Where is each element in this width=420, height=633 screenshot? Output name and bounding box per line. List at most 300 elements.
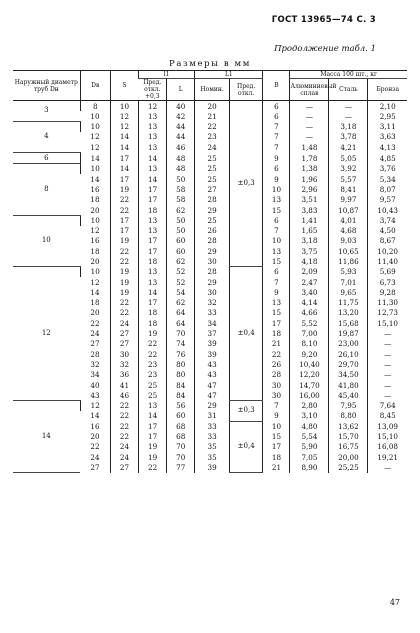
cell-aluminium: 2,09 [290, 267, 329, 277]
cell-dv: 20 [90, 205, 100, 215]
cell-l1: 17 [139, 298, 167, 308]
cell-bronze: 9,57 [368, 195, 407, 205]
cell-b: 9 [263, 152, 290, 163]
cell-s: 22 [110, 256, 138, 266]
table-body [13, 101, 407, 473]
cell-l1: 17 [139, 246, 167, 256]
cell-L1-deviation: ±0,4 [229, 421, 263, 472]
cell-aluminium: 7,05 [290, 452, 329, 462]
cell-l1: 18 [139, 318, 167, 328]
cell-steel: 15,70 [329, 432, 368, 442]
cell-l: 62 [167, 298, 195, 308]
cell-L1: 39 [195, 339, 230, 349]
cell-s: 12 [110, 122, 138, 132]
cell-aluminium: 2,96 [290, 184, 329, 194]
cell-l1: 13 [139, 267, 167, 277]
cell-bronze: 7,64 [368, 401, 407, 411]
cell-steel: 3,78 [329, 132, 368, 142]
cell-steel: 8,41 [329, 184, 368, 194]
header-steel: Сталь [329, 79, 368, 101]
cell-b: 7 [263, 277, 290, 287]
cell-l: 76 [167, 349, 195, 359]
table-continuation-note: Продолжение табл. 1 [274, 44, 376, 54]
cell-L1: 28 [195, 195, 230, 205]
cell-steel: 26,10 [329, 349, 368, 359]
cell-steel: 29,70 [329, 359, 368, 369]
cell-aluminium: — [290, 122, 329, 132]
header-L1: L1 [195, 71, 263, 79]
cell-steel: 9,65 [329, 287, 368, 297]
cell-steel: 23,00 [329, 339, 368, 349]
cell-b: 18 [263, 452, 290, 462]
cell-s: 19 [110, 184, 138, 194]
cell-bronze: 13,09 [368, 421, 407, 431]
cell-aluminium: 16,00 [290, 390, 329, 400]
cell-steel: 20,00 [329, 452, 368, 462]
cell-bronze: 15,10 [368, 318, 407, 328]
cell-steel: 4,21 [329, 142, 368, 152]
cell-s: 22 [110, 308, 138, 318]
cell-l1: 17 [139, 184, 167, 194]
cell-steel: 13,20 [329, 308, 368, 318]
cell-dv: 18 [90, 298, 100, 308]
cell-s: 22 [110, 401, 138, 411]
cell-steel: 3,92 [329, 164, 368, 174]
cell-steel: 34,50 [329, 370, 368, 380]
cell-s: 19 [110, 287, 138, 297]
cell-aluminium: 3,40 [290, 287, 329, 297]
cell-s: 24 [110, 318, 138, 328]
cell-L1: 47 [195, 380, 230, 390]
cell-s: 17 [110, 152, 138, 163]
cell-b: 30 [263, 390, 290, 400]
cell-dv: 16 [90, 184, 100, 194]
cell-b: 6 [263, 215, 290, 225]
cell-dv: 24 [90, 329, 100, 339]
cell-aluminium: 4,18 [290, 256, 329, 266]
cell-l: 84 [167, 390, 195, 400]
header-aluminium: Алюминиевый сплав [290, 79, 329, 101]
cell-l: 80 [167, 370, 195, 380]
cell-steel: 10,65 [329, 246, 368, 256]
cell-l1: 22 [139, 339, 167, 349]
cell-dv: 24 [90, 452, 100, 462]
cell-l1: 13 [139, 122, 167, 132]
cell-l1: 23 [139, 359, 167, 369]
cell-dv: 40 [90, 380, 100, 390]
cell-l: 70 [167, 329, 195, 339]
cell-steel: 13,62 [329, 421, 368, 431]
cell-L1: 21 [195, 111, 230, 121]
cell-L1-deviation: ±0,3 [229, 401, 263, 422]
cell-L1: 30 [195, 287, 230, 297]
cell-b: 7 [263, 132, 290, 142]
cell-L1: 43 [195, 370, 230, 380]
cell-l: 56 [167, 401, 195, 411]
cell-bronze: 9,28 [368, 287, 407, 297]
cell-s: 19 [110, 236, 138, 246]
cell-steel: 7,01 [329, 277, 368, 287]
cell-l: 62 [167, 256, 195, 266]
cell-l: 62 [167, 205, 195, 215]
cell-steel: 5,93 [329, 267, 368, 277]
cell-l1: 25 [139, 380, 167, 390]
cell-dv: 12 [80, 401, 110, 411]
cell-s: 46 [110, 390, 138, 400]
cell-l1: 12 [139, 101, 167, 112]
cell-steel: 41,80 [329, 380, 368, 390]
cell-l: 48 [167, 152, 195, 163]
cell-l: 44 [167, 122, 195, 132]
cell-bronze: 8,45 [368, 411, 407, 421]
cell-l: 52 [167, 277, 195, 287]
page-header: ГОСТ 13965—74 С. 3 [271, 15, 376, 25]
cell-dv: 12 [90, 277, 100, 287]
cell-s: 12 [110, 111, 138, 121]
page-number: 47 [389, 598, 400, 607]
cell-L1: 33 [195, 421, 230, 431]
cell-aluminium: 3,18 [290, 236, 329, 246]
cell-b: 21 [263, 462, 290, 472]
cell-l1: 17 [139, 421, 167, 431]
cell-dv: 34 [90, 370, 100, 380]
cell-L1: 29 [195, 401, 230, 411]
cell-aluminium: 1,41 [290, 215, 329, 225]
header-l1-deviation: Пред. откл. +0,3 [143, 79, 162, 100]
cell-b: 18 [263, 329, 290, 339]
cell-dv: 27 [90, 339, 100, 349]
cell-aluminium: 1,38 [290, 164, 329, 174]
cell-l: 52 [167, 267, 195, 277]
cell-bronze: 3,74 [368, 215, 407, 225]
cell-L1: 29 [195, 246, 230, 256]
cell-dv: 8 [80, 101, 110, 112]
cell-steel: 19,87 [329, 329, 368, 339]
cell-aluminium: 5,90 [290, 442, 329, 452]
cell-L1: 28 [195, 267, 230, 277]
cell-s: 22 [110, 246, 138, 256]
cell-l1: 13 [139, 401, 167, 411]
cell-aluminium: 2,47 [290, 277, 329, 287]
cell-bronze: — [368, 339, 407, 349]
cell-s: 14 [110, 132, 138, 142]
cell-bronze: 6,73 [368, 277, 407, 287]
cell-bronze: 4,13 [368, 142, 407, 152]
cell-l: 54 [167, 287, 195, 297]
table-row [13, 122, 407, 132]
cell-l: 40 [167, 101, 195, 112]
cell-dv: 14 [90, 174, 100, 184]
cell-dv: 12 [90, 226, 100, 236]
cell-dv: 20 [90, 432, 100, 442]
cell-bronze: 10,20 [368, 246, 407, 256]
cell-bronze: 16,08 [368, 442, 407, 452]
cell-bronze: 12,73 [368, 308, 407, 318]
cell-steel: — [329, 101, 368, 112]
cell-l1: 14 [139, 174, 167, 184]
cell-outer-diameter: 14 [13, 401, 80, 473]
cell-aluminium: 12,20 [290, 370, 329, 380]
cell-steel: 5,05 [329, 152, 368, 163]
cell-bronze: 8,67 [368, 236, 407, 246]
cell-aluminium: 4,14 [290, 298, 329, 308]
cell-aluminium: 8,10 [290, 339, 329, 349]
cell-L1: 34 [195, 318, 230, 328]
cell-s: 22 [110, 432, 138, 442]
cell-dv: 32 [90, 359, 100, 369]
cell-aluminium: — [290, 132, 329, 142]
cell-b: 15 [263, 256, 290, 266]
cell-bronze: — [368, 370, 407, 380]
cell-aluminium: 10,40 [290, 359, 329, 369]
cell-b: 13 [263, 298, 290, 308]
cell-s: 36 [110, 370, 138, 380]
cell-b: 21 [263, 339, 290, 349]
cell-outer-diameter: 10 [13, 215, 80, 266]
cell-dv: 10 [90, 111, 100, 121]
cell-steel: 4,68 [329, 226, 368, 236]
cell-bronze: 2,95 [368, 111, 407, 121]
cell-s: 27 [110, 329, 138, 339]
cell-dv: 10 [80, 164, 110, 174]
cell-steel: 25,25 [329, 462, 368, 472]
cell-l: 60 [167, 236, 195, 246]
cell-L1: 23 [195, 132, 230, 142]
cell-l1: 13 [139, 132, 167, 142]
cell-bronze: — [368, 359, 407, 369]
cell-b: 28 [263, 370, 290, 380]
cell-b: 6 [263, 111, 290, 121]
cell-l1: 13 [139, 215, 167, 225]
table-row [13, 401, 407, 411]
cell-dv: 14 [80, 152, 110, 163]
cell-dv: 20 [90, 257, 100, 266]
cell-steel: 9,97 [329, 195, 368, 205]
cell-steel: 11,86 [329, 256, 368, 266]
cell-b: 26 [263, 359, 290, 369]
cell-l1: 14 [139, 287, 167, 297]
cell-b: 7 [263, 122, 290, 132]
cell-bronze: — [368, 380, 407, 390]
cell-bronze: 11,30 [368, 298, 407, 308]
cell-l1: 18 [139, 205, 167, 215]
cell-aluminium: — [290, 101, 329, 112]
cell-dv: 10 [80, 267, 110, 277]
cell-dv: 14 [90, 411, 100, 421]
cell-s: 17 [110, 215, 138, 225]
cell-l1: 13 [139, 111, 167, 121]
cell-dv: 16 [90, 421, 100, 431]
cell-l: 74 [167, 339, 195, 349]
cell-steel: 4,01 [329, 215, 368, 225]
cell-l1: 17 [139, 195, 167, 205]
cell-L1: 26 [195, 226, 230, 236]
cell-b: 9 [263, 287, 290, 297]
cell-bronze: 5,34 [368, 174, 407, 184]
cell-L1: 35 [195, 452, 230, 462]
cell-aluminium: 4,80 [290, 421, 329, 431]
cell-s: 22 [110, 195, 138, 205]
cell-l: 70 [167, 442, 195, 452]
cell-dv: 12 [90, 142, 100, 152]
cell-s: 22 [110, 421, 138, 431]
cell-b: 6 [263, 101, 290, 112]
cell-b: 13 [263, 195, 290, 205]
header-s: S [110, 71, 138, 101]
cell-l: 60 [167, 411, 195, 421]
cell-L1: 39 [195, 462, 230, 472]
cell-L1: 43 [195, 359, 230, 369]
cell-s: 14 [110, 142, 138, 152]
cell-dv: 10 [80, 215, 110, 225]
cell-aluminium: 1,65 [290, 226, 329, 236]
cell-l1: 19 [139, 442, 167, 452]
cell-b: 10 [263, 236, 290, 246]
cell-steel: 9,03 [329, 236, 368, 246]
cell-aluminium: 5,54 [290, 432, 329, 442]
table-row [13, 215, 407, 225]
cell-b: 7 [263, 142, 290, 152]
cell-steel: — [329, 111, 368, 121]
cell-bronze: 3,76 [368, 164, 407, 174]
cell-l1: 22 [139, 462, 167, 472]
cell-s: 27 [110, 339, 138, 349]
header-L1-deviation: Пред. откл. [229, 79, 263, 101]
cell-l: 46 [167, 142, 195, 152]
cell-s: 22 [110, 205, 138, 215]
cell-l1: 13 [139, 226, 167, 236]
header-l: L [167, 79, 195, 101]
units-caption: Размеры в мм [169, 59, 251, 69]
cell-b: 6 [263, 267, 290, 277]
cell-L1: 25 [195, 215, 230, 225]
cell-b: 15 [263, 205, 290, 215]
cell-steel: 15,68 [329, 318, 368, 328]
cell-b: 15 [263, 308, 290, 318]
cell-s: 27 [110, 462, 138, 472]
cell-outer-diameter: 6 [13, 152, 80, 163]
cell-b: 7 [263, 226, 290, 236]
cell-s: 19 [110, 267, 138, 277]
cell-l: 84 [167, 380, 195, 390]
cell-l: 80 [167, 359, 195, 369]
cell-bronze: 15,10 [368, 432, 407, 442]
cell-L1: 32 [195, 298, 230, 308]
cell-l: 48 [167, 164, 195, 174]
cell-l1: 17 [139, 432, 167, 442]
cell-dv: 18 [90, 246, 100, 256]
cell-aluminium: 7,00 [290, 329, 329, 339]
cell-b: 6 [263, 164, 290, 174]
cell-bronze: 2,10 [368, 101, 407, 112]
cell-L1: 25 [195, 164, 230, 174]
cell-bronze: 11,40 [368, 256, 407, 266]
cell-steel: 16,75 [329, 442, 368, 452]
cell-dv: 28 [90, 349, 100, 359]
cell-aluminium: 3,51 [290, 195, 329, 205]
cell-bronze: 4,50 [368, 226, 407, 236]
table-row [13, 152, 407, 163]
cell-L1: 33 [195, 432, 230, 442]
cell-l: 58 [167, 195, 195, 205]
cell-b: 9 [263, 174, 290, 184]
cell-l: 44 [167, 132, 195, 142]
cell-L1-deviation: ±0,3 [229, 101, 263, 267]
cell-bronze: 5,69 [368, 267, 407, 277]
cell-L1: 39 [195, 349, 230, 359]
cell-l: 60 [167, 246, 195, 256]
cell-bronze: 19,21 [368, 452, 407, 462]
cell-aluminium: 3,83 [290, 205, 329, 215]
cell-s: 32 [110, 359, 138, 369]
cell-L1: 35 [195, 442, 230, 452]
cell-l1: 14 [139, 152, 167, 163]
cell-l: 64 [167, 308, 195, 318]
cell-l1: 17 [139, 236, 167, 246]
cell-l1: 18 [139, 308, 167, 318]
cell-aluminium: 1,96 [290, 174, 329, 184]
cell-b: 22 [263, 349, 290, 359]
header-mass: Масса 100 шт., кг [290, 71, 407, 79]
cell-aluminium: 4,66 [290, 308, 329, 318]
cell-dv: 43 [90, 390, 100, 400]
cell-L1: 47 [195, 390, 230, 400]
cell-aluminium: 3,10 [290, 411, 329, 421]
cell-dv: 22 [90, 318, 100, 328]
cell-aluminium: — [290, 111, 329, 121]
cell-L1: 29 [195, 205, 230, 215]
cell-bronze: 3,11 [368, 122, 407, 132]
cell-bronze: — [368, 329, 407, 339]
cell-aluminium: 2,80 [290, 401, 329, 411]
cell-b: 17 [263, 318, 290, 328]
table-row [13, 164, 407, 174]
cell-L1: 20 [195, 101, 230, 112]
header-b: B [263, 71, 290, 101]
cell-s: 10 [110, 101, 138, 112]
cell-bronze: — [368, 390, 407, 400]
cell-L1: 29 [195, 277, 230, 287]
cell-aluminium: 3,75 [290, 246, 329, 256]
header-bronze: Бронза [368, 79, 407, 101]
cell-l1: 18 [139, 256, 167, 266]
cell-b: 15 [263, 432, 290, 442]
cell-l: 68 [167, 421, 195, 431]
header-l1: l1 [139, 71, 195, 79]
cell-s: 19 [110, 277, 138, 287]
table-row [13, 267, 407, 277]
cell-aluminium: 5,52 [290, 318, 329, 328]
cell-dv: 10 [80, 122, 110, 132]
cell-b: 13 [263, 246, 290, 256]
cell-steel: 7,95 [329, 401, 368, 411]
cell-L1: 25 [195, 152, 230, 163]
cell-b: 9 [263, 411, 290, 421]
cell-dv: 16 [90, 236, 100, 246]
cell-dv: 14 [90, 287, 100, 297]
cell-b: 30 [263, 380, 290, 390]
cell-s: 24 [110, 452, 138, 462]
cell-bronze: 8,07 [368, 184, 407, 194]
cell-s: 30 [110, 349, 138, 359]
cell-l1: 13 [139, 164, 167, 174]
cell-l: 64 [167, 318, 195, 328]
cell-s: 41 [110, 380, 138, 390]
cell-bronze: — [368, 349, 407, 359]
cell-s: 17 [110, 174, 138, 184]
cell-l: 77 [167, 462, 195, 472]
cell-aluminium: 8,90 [290, 462, 329, 472]
